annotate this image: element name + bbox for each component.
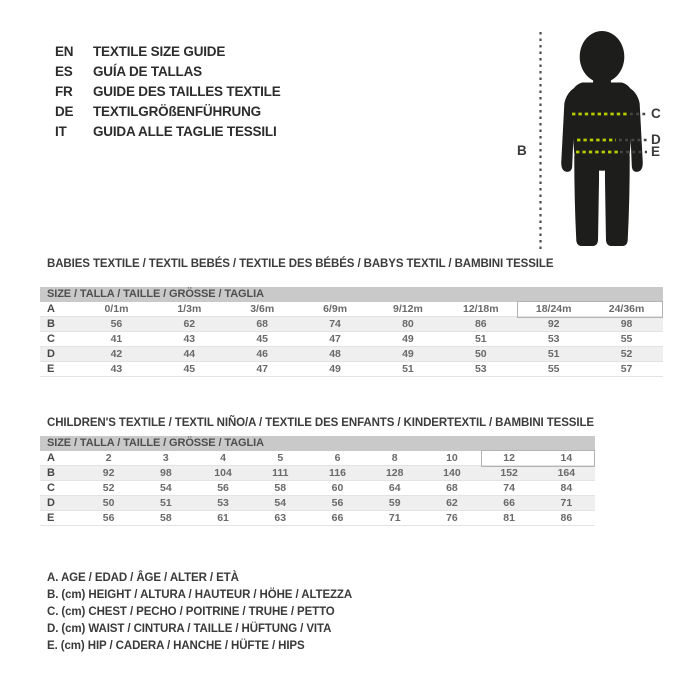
lang-title: GUIDA ALLE TAGLIE TESSILI [93, 124, 277, 139]
size-cell: 62 [183, 318, 196, 330]
size-cell: 56 [331, 497, 344, 509]
size-cell: 86 [560, 512, 573, 524]
size-cell: 51 [547, 348, 560, 360]
size-cell: 66 [331, 512, 344, 524]
size-cell: 58 [159, 512, 172, 524]
waist-label-d: D [651, 132, 661, 147]
size-cell: 47 [329, 333, 341, 345]
size-cell: 57 [620, 363, 633, 375]
size-cell: 46 [256, 348, 269, 360]
children-table-title: CHILDREN'S TEXTILE / TEXTIL NIÑO/A / TEXTILE DES ENFANTS / KINDERTEXTIL / BAMBINI TESSILE [47, 417, 594, 429]
lang-code: EN [55, 44, 74, 59]
size-cell: 52 [620, 348, 633, 360]
size-cell: 98 [159, 467, 172, 479]
size-cell: 152 [500, 467, 518, 479]
size-cell: 56 [102, 512, 115, 524]
table-row-E [40, 511, 595, 526]
size-cell: 0/1m [104, 303, 129, 315]
row-label: D [47, 497, 55, 509]
size-cell: 51 [159, 497, 172, 509]
size-cell: 42 [110, 348, 123, 360]
size-cell: 44 [183, 348, 196, 360]
lang-title: GUIDE DES TAILLES TEXTILE [93, 84, 281, 99]
size-cell: 76 [446, 512, 458, 524]
size-cell: 1/3m [177, 303, 202, 315]
size-cell: 54 [274, 497, 287, 509]
row-label: B [47, 318, 55, 330]
size-cell: 55 [547, 363, 560, 375]
table-row-D [40, 496, 595, 511]
size-cell: 61 [217, 512, 229, 524]
lang-code: IT [55, 124, 67, 139]
size-cell: 50 [474, 348, 487, 360]
row-label: A [47, 303, 55, 315]
size-cell: 51 [474, 333, 487, 345]
size-cell: 51 [402, 363, 414, 375]
size-cell: 164 [557, 467, 576, 479]
lang-title: GUÍA DE TALLAS [93, 64, 202, 79]
size-cell: 49 [402, 348, 414, 360]
size-cell: 9/12m [393, 303, 423, 315]
row-label: E [47, 512, 55, 524]
lang-row-de [55, 102, 281, 122]
size-cell: 10 [446, 452, 458, 464]
row-label: A [47, 452, 55, 464]
row-label: C [47, 482, 55, 494]
legend-hip: E. (cm) HIP / CADERA / HANCHE / HÜFTE / HIPS [47, 640, 305, 652]
highlighted-sizes-box [517, 301, 663, 318]
size-cell: 55 [620, 333, 633, 345]
lang-row-fr [55, 82, 281, 102]
row-label: C [47, 333, 55, 345]
size-cell: 53 [474, 363, 487, 375]
lang-code: FR [55, 84, 73, 99]
size-cell: 43 [183, 333, 196, 345]
table-row-B [40, 317, 663, 332]
row-label: E [47, 363, 55, 375]
size-cell: 6/9m [323, 303, 348, 315]
size-cell: 104 [214, 467, 232, 479]
size-cell: 68 [446, 482, 458, 494]
size-cell: 14 [560, 452, 573, 464]
chest-label-c: C [651, 106, 661, 121]
highlighted-sizes-box [481, 450, 595, 467]
size-cell: 86 [474, 318, 487, 330]
size-cell: 116 [329, 467, 346, 479]
lang-row-es [55, 62, 281, 82]
size-cell: 63 [274, 512, 287, 524]
table-row-C [40, 332, 663, 347]
size-cell: 3 [162, 452, 169, 464]
lang-row-it [55, 122, 281, 142]
legend-chest: C. (cm) CHEST / PECHO / POITRINE / TRUHE / PETTO [47, 606, 335, 618]
size-cell: 45 [256, 333, 269, 345]
size-cell: 56 [110, 318, 123, 330]
legend-height: B. (cm) HEIGHT / ALTURA / HAUTEUR / HÖHE / ALTEZZA [47, 589, 353, 601]
children-size-table [40, 436, 595, 526]
lang-title: TEXTILE SIZE GUIDE [93, 44, 226, 59]
size-cell: 128 [385, 467, 404, 479]
legend-waist: D. (cm) WAIST / CINTURA / TAILLE / HÜFTUNG / VITA [47, 623, 332, 635]
size-cell: 53 [217, 497, 229, 509]
size-cell: 49 [329, 363, 341, 375]
size-cell: 81 [503, 512, 515, 524]
size-cell: 49 [402, 333, 414, 345]
size-cell: 2 [105, 452, 112, 464]
size-cell: 24/36m [608, 303, 645, 315]
size-cell: 48 [329, 348, 341, 360]
lang-row-en [55, 42, 281, 62]
size-table-header: SIZE / TALLA / TAILLE / GRÖSSE / TAGLIA [40, 287, 663, 302]
lang-code: DE [55, 104, 74, 119]
size-cell: 80 [402, 318, 414, 330]
size-cell: 62 [446, 497, 458, 509]
size-cell: 18/24m [535, 303, 572, 315]
size-cell: 58 [274, 482, 287, 494]
table-row-B [40, 466, 595, 481]
language-title-list [55, 42, 281, 142]
size-cell: 74 [503, 482, 515, 494]
size-cell: 41 [110, 333, 123, 345]
size-cell: 6 [334, 452, 341, 464]
size-cell: 45 [183, 363, 196, 375]
size-cell: 111 [272, 467, 289, 479]
size-cell: 50 [102, 497, 115, 509]
hip-label-e: E [651, 144, 660, 159]
size-cell: 68 [256, 318, 269, 330]
size-cell: 3/6m [250, 303, 275, 315]
size-cell: 84 [560, 482, 573, 494]
measurement-legend [47, 570, 352, 655]
size-cell: 56 [217, 482, 229, 494]
row-label: B [47, 467, 55, 479]
size-cell: 43 [110, 363, 123, 375]
size-table-header: SIZE / TALLA / TAILLE / GRÖSSE / TAGLIA [40, 436, 595, 451]
size-cell: 64 [388, 482, 401, 494]
babies-table-title: BABIES TEXTILE / TEXTIL BEBÉS / TEXTILE DES BÉBÉS / BABYS TEXTIL / BAMBINI TESSILE [47, 258, 554, 270]
row-label: D [47, 348, 55, 360]
size-cell: 71 [560, 497, 573, 509]
legend-age: A. AGE / EDAD / ÂGE / ALTER / ETÀ [47, 572, 239, 584]
size-cell: 12 [503, 452, 515, 464]
size-cell: 92 [102, 467, 115, 479]
size-cell: 71 [388, 512, 401, 524]
measurement-figure [500, 20, 700, 260]
table-row-E [40, 362, 663, 377]
size-cell: 66 [503, 497, 515, 509]
size-cell: 8 [391, 452, 398, 464]
size-cell: 4 [220, 452, 226, 464]
size-cell: 74 [329, 318, 341, 330]
size-cell: 47 [256, 363, 269, 375]
size-cell: 54 [159, 482, 172, 494]
size-cell: 140 [443, 467, 461, 479]
size-cell: 59 [388, 497, 401, 509]
size-cell: 98 [620, 318, 633, 330]
table-row-D [40, 347, 663, 362]
babies-size-table [40, 287, 663, 377]
height-label-b: B [517, 143, 527, 158]
lang-title: TEXTILGRÖßENFÜHRUNG [93, 104, 261, 119]
size-cell: 53 [547, 333, 560, 345]
size-cell: 92 [547, 318, 560, 330]
size-cell: 12/18m [463, 303, 499, 315]
table-row-C [40, 481, 595, 496]
size-cell: 52 [102, 482, 115, 494]
size-cell: 60 [331, 482, 344, 494]
measurement-lines [500, 20, 700, 260]
size-cell: 5 [277, 452, 284, 464]
lang-code: ES [55, 64, 73, 79]
